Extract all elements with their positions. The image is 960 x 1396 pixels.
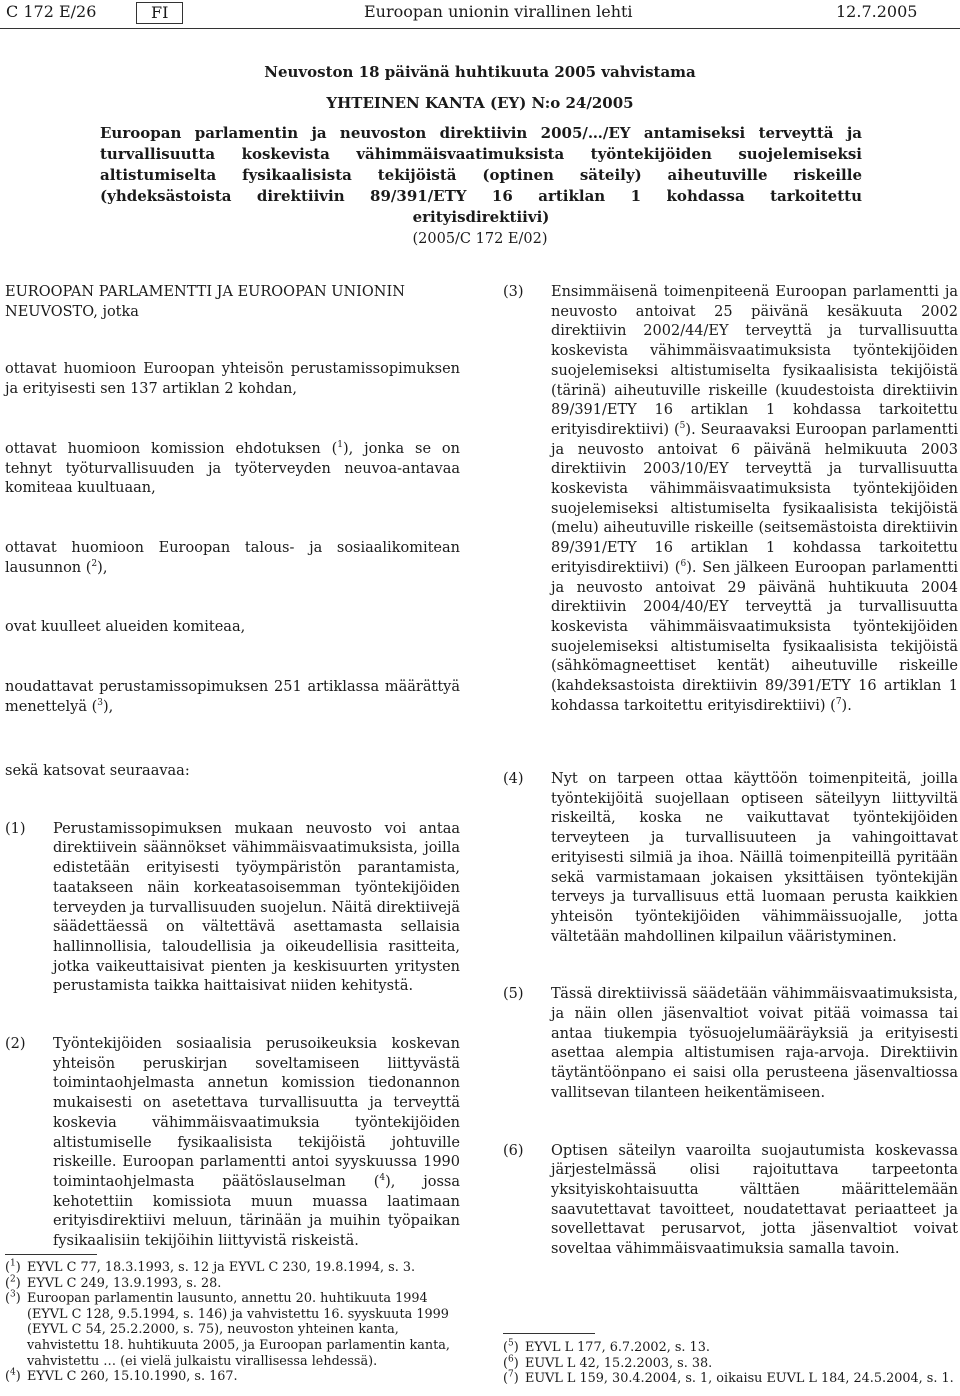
recital-text: Tässä direktiivissä säädetään vähimmäisvaatimuksista, ja näin ollen jäsenvaltiot voivat pitää voimassa tai antaa tiukempia työsuojelumääräyksiä ja erityisesti asettaa alempia altistumisen raja-arvoja. Direktiivin täytäntöönpano ei saisi olla perusteena jäsenvaltiossa vallitsevan tilanteen heikentämiseen. <box>551 986 958 1101</box>
footnote-ref: 7 <box>835 696 842 707</box>
footnote-7: ($^7$) EUVL L 159, 30.4.2004, s. 1, oikaisu EUVL L 184, 24.5.2004, s. 1. <box>503 1369 954 1387</box>
title-line-3: Euroopan parlamentin ja neuvoston direktiivin 2005/…/EY antamiseksi terveyttä ja turvallisuutta koskevista vähimmäisvaatimuksista työntekijöiden suojelemiseksi altistumiselta fysikaalisista tekijöistä (optinen säteily) aiheutuville riskeille (yhdeksästoista direktiivin 89/391/ETY 16 artiklan 1 kohdassa tarkoitettu erityisdirektiivi) <box>100 124 862 226</box>
footnotes-left <box>5 1260 455 1385</box>
recital-text: Optisen säteilyn vaaroilta suojautumista koskevassa järjestelmässä olisi rajoituttava tarpeetonta yksityiskohtaisuutta välttäen määrittelemään saavutettavat tavoitteet, noudatettavat periaatteet ja sovellettavat perusarvot, jotta jäsenvaltiot voivat soveltaa vähimmäisvaatimuksia samalla tavoin. <box>551 1142 958 1258</box>
footnote-ref: 5 <box>679 421 686 432</box>
lower-right-column <box>503 770 958 1260</box>
recitals-intro: sekä katsovat seuraavaa: <box>5 763 190 779</box>
footnote-rule <box>503 1333 595 1334</box>
recital-text: Ensimmäisenä toimenpiteenä Euroopan parlamentti ja neuvosto antoivat 25 päivänä kesäkuuta 2002 direktiivin 2002/44/EY terveyttä ja turvallisuutta koskevista vähimmäisvaatimuksista työntekijöiden suojelemiseksi altistumiselta fysikaalisista tekijöistä (tärinä) aiheutuville riskeille (kuudestoista direktiivin 89/391/ETY 16 artiklan 1 kohdassa tarkoitettu erityisdirektiivi) ($^5$). Seuraavaksi Euroopan parlamentti ja neuvosto antoivat 6 päivänä helmikuuta 2003 direktiivin 2003/10/EY terveyttä ja turvallisuutta koskevista vähimmäisvaatimuksista työntekijöiden suojelemiseksi altistumiselta fysikaalisista tekijöistä (melu) aiheutuville riskeille (seitsemästoista direktiivin 89/391/ETY 16 artiklan 1 kohdassa tarkoitettu erityisdirektiivi) ($^6$). Sen jälkeen Euroopan parlamentti ja neuvosto antoivat 29 päivänä huhtikuuta 2004 direktiivin 2004/40/EY terveyttä ja turvallisuutta koskevista vähimmäisvaatimuksista työntekijöiden suojelemiseksi altistumiselta fysikaalisista tekijöistä (sähkömagneettiset kentät) aiheutuville riskeille (kahdeksastoista direktiivin 89/391/ETY 16 artiklan 1 kohdassa tarkoitettu erityisdirektiivi) ($^7$). <box>551 284 958 714</box>
running-header <box>0 2 960 26</box>
language-badge: FI <box>136 2 183 24</box>
preamble-citation-1: ottavat huomioon Euroopan yhteisön perustamissopimuksen ja erityisesti sen 137 artiklan 2 kohdan, <box>5 361 460 398</box>
recital-text: Perustamissopimuksen mukaan neuvosto voi antaa direktiivein säännökset vähimmäisvaatimuksista, joilla edistetään erityisesti työympäristön parantamista, taatakseen näin korkeatasoisemman työntekijöiden terveyden ja turvallisuuden suojelun. Näitä direktiivejä säädettäessä on vältettävä asettamasta sellaisia hallinnollisia, taloudellisia ja oikeudellisia rasitteita, jotka vaikeuttaisivat pienten ja keskisuurten yritysten perustamista taikka haittaisivat niiden kehitystä. <box>53 820 460 995</box>
preamble-citation-3: ottavat huomioon Euroopan talous- ja sosiaalikomitean lausunnon ($^2$), <box>5 539 460 576</box>
preamble-intro: EUROOPAN PARLAMENTTI JA EUROOPAN UNIONIN NEUVOSTO, jotka <box>5 284 405 320</box>
recital-5 <box>503 985 958 1103</box>
footnote-5: ($^5$) EYVL L 177, 6.7.2002, s. 13. <box>503 1338 710 1355</box>
footnote-1: ($^1$) EYVL C 77, 18.3.1993, s. 12 ja EYVL C 230, 19.8.1994, s. 3. <box>5 1258 416 1275</box>
recital-text: Nyt on tarpeen ottaa käyttöön toimenpiteitä, joilla työntekijöitä suojellaan optiseen säteilyyn liittyviltä riskeiltä, koska ne vaikuttavat työntekijöiden terveyteen ja turvallisuuteen ja vahingoittavat erityisesti silmiä ja ihoa. Näillä toimenpiteillä pyritään sekä varmistamaan jokaisen yksittäisen työntekijän terveys ja turvallisuus että luomaan perusta kaikkien yhteisön työntekijöiden vähimmäissuojalle, jotta vältetään mahdollinen kilpailun vääristyminen. <box>551 771 958 945</box>
footnote-3: ($^3$) Euroopan parlamentin lausunto, annettu 20. huhtikuuta 1994 (EYVL C 128, 9.5.1994, s. 146) ja vahvistettu 16. syyskuuta 1999 (EYVL C 54, 25.2.2000, s. 75), neuvoston yhteinen kanta, vahvistettu 18. huhtikuuta 2005, ja Euroopan parlamentin kanta, vahvistettu … (ei vielä julkaistu virallisessa lehdessä). <box>5 1289 450 1369</box>
recital-4 <box>503 770 958 947</box>
footnote-ref: 2 <box>91 558 98 569</box>
recital-number: (6) <box>503 1142 524 1159</box>
header-rule <box>0 28 960 29</box>
footnote-ref: 1 <box>337 439 343 450</box>
footnote-ref: 4 <box>379 1173 386 1184</box>
footnote-4: ($^4$) EYVL C 260, 15.10.1990, s. 167. <box>5 1367 238 1385</box>
footnote-2: ($^2$) EYVL C 249, 13.9.1993, s. 28. <box>5 1274 222 1291</box>
recital-3 <box>503 283 958 716</box>
recital-number: (3) <box>503 284 524 300</box>
lower-left-column <box>5 762 460 1252</box>
recital-2 <box>5 1035 460 1252</box>
recital-number: (5) <box>503 986 524 1003</box>
journal-title: Euroopan unionin virallinen lehti <box>364 2 633 21</box>
preamble-citation-4: ovat kuulleet alueiden komiteaa, <box>5 619 246 636</box>
recital-number: (2) <box>5 1036 26 1053</box>
recital-number: (1) <box>5 820 26 837</box>
footnote-ref: 6 <box>680 559 687 570</box>
title-line-2: YHTEINEN KANTA (EY) N:o 24/2005 <box>326 94 634 112</box>
footnote-6: ($^6$) EUVL L 42, 15.2.2003, s. 38. <box>503 1354 713 1371</box>
preamble-column <box>5 283 460 717</box>
page-reference: C 172 E/26 <box>6 2 97 21</box>
footnotes-right <box>503 1340 958 1387</box>
title-line-1: Neuvoston 18 päivänä huhtikuuta 2005 vahvistama <box>264 63 696 81</box>
recital-text: Työntekijöiden sosiaalisia perusoikeuksia koskevan yhteisön peruskirjan soveltamiseen liittyvästä toimintaohjelmasta annetun komission tiedonannon mukaisesti on asetettava turvallisuutta ja terveyttä koskevia vähimmäisvaatimuksia työntekijöiden altistumiselle fysikaalisista tekijöistä johtuville riskeille. Euroopan parlamentti antoi syyskuussa 1990 toimintaohjelmasta päätöslauselman ($^4$), jossa kehotettiin komissiota muun muassa laatimaan erityisdirektiivi meluun, tärinään ja muihin työpaikan fysikaalisiin tekijöihin liittyvistä riskeistä. <box>53 1036 460 1250</box>
document-reference: (2005/C 172 E/02) <box>412 231 548 247</box>
footnote-rule <box>5 1254 97 1255</box>
preamble-citation-2: ottavat huomioon komission ehdotuksen ($^1$), jonka se on tehnyt työturvallisuuden ja työterveyden neuvoa-antavaa komiteaa kuultuaan, <box>5 439 460 497</box>
publication-date: 12.7.2005 <box>836 2 918 21</box>
recital-1 <box>5 820 460 997</box>
footnote-ref: 3 <box>97 697 103 708</box>
recital-number: (4) <box>503 771 524 787</box>
preamble-citation-5: noudattavat perustamissopimuksen 251 artiklassa määrättyä menettelyä ($^3$), <box>5 679 460 715</box>
recital-6 <box>503 1142 958 1260</box>
